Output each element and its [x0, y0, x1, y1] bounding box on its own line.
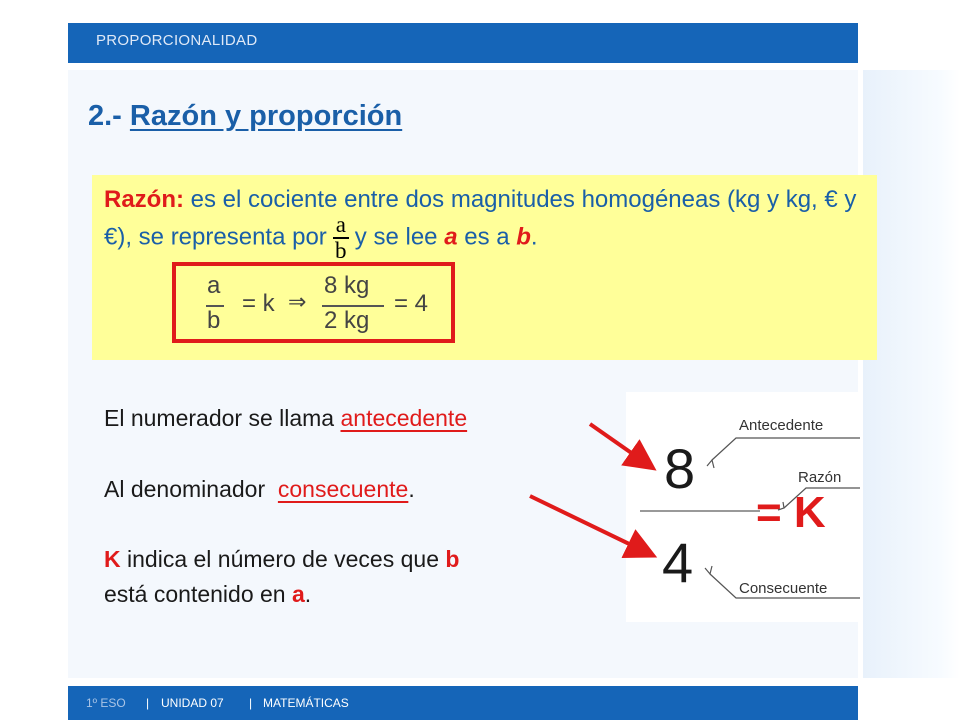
formula-equals-k: = k — [242, 290, 275, 317]
antecedente-term: antecedente — [340, 405, 468, 431]
footer-subject: MATEMÁTICAS — [263, 696, 349, 710]
title-number: 2.- — [88, 100, 122, 132]
footer-separator-1: | — [146, 696, 150, 710]
line4-end: . — [304, 581, 312, 607]
diagram-equals-k: = K — [756, 488, 826, 537]
footer-unit: UNIDAD 07 — [161, 696, 224, 710]
footer-course: 1º ESO — [86, 696, 126, 710]
line2-end: . — [408, 476, 415, 502]
line4-text: está contenido en — [104, 581, 292, 607]
definition-b: b — [516, 223, 531, 251]
inline-fraction-numerator: a — [335, 212, 346, 237]
definition-term: Razón: — [104, 186, 184, 213]
label-antecedente: Antecedente — [739, 417, 824, 434]
footer-separator-2: | — [249, 696, 253, 710]
consecuente-term: consecuente — [277, 476, 409, 502]
definition-middle: es a — [457, 223, 517, 251]
diagram-numerator: 8 — [664, 437, 696, 500]
definition-end: . — [530, 223, 538, 251]
arrow-to-denominator-icon — [530, 496, 650, 554]
section-title: PROPORCIONALIDAD — [96, 32, 258, 49]
formula-numerator-value: 8 kg — [324, 272, 370, 299]
line1-text: El numerador se llama — [104, 405, 341, 431]
title-text: Razón y proporción — [129, 100, 403, 132]
line3-b: b — [445, 546, 460, 572]
label-consecuente: Consecuente — [739, 580, 828, 597]
definition-read-as: y se lee — [354, 223, 445, 251]
diagram-denominator: 4 — [662, 531, 694, 594]
line3-text: indica el número de veces que — [120, 546, 446, 572]
implies-arrow-icon: ⇒ — [288, 289, 307, 314]
arrow-to-numerator-icon — [590, 424, 650, 466]
definition-body: es el cociente entre dos magnitudes homogéneas (kg y kg, € y €), se representa por — [104, 186, 857, 251]
k-symbol: K — [104, 546, 121, 572]
formula-b: b — [207, 307, 221, 334]
label-razon: Razón — [798, 469, 842, 486]
formula-denominator-value: 2 kg — [324, 307, 370, 334]
inline-fraction-denominator: b — [335, 238, 347, 263]
line4-a: a — [291, 581, 305, 607]
footer-bar — [68, 686, 858, 720]
formula-result: = 4 — [394, 290, 429, 317]
formula-a: a — [207, 272, 221, 299]
definition-a: a — [444, 223, 458, 251]
line2-text: Al denominador — [104, 476, 272, 502]
